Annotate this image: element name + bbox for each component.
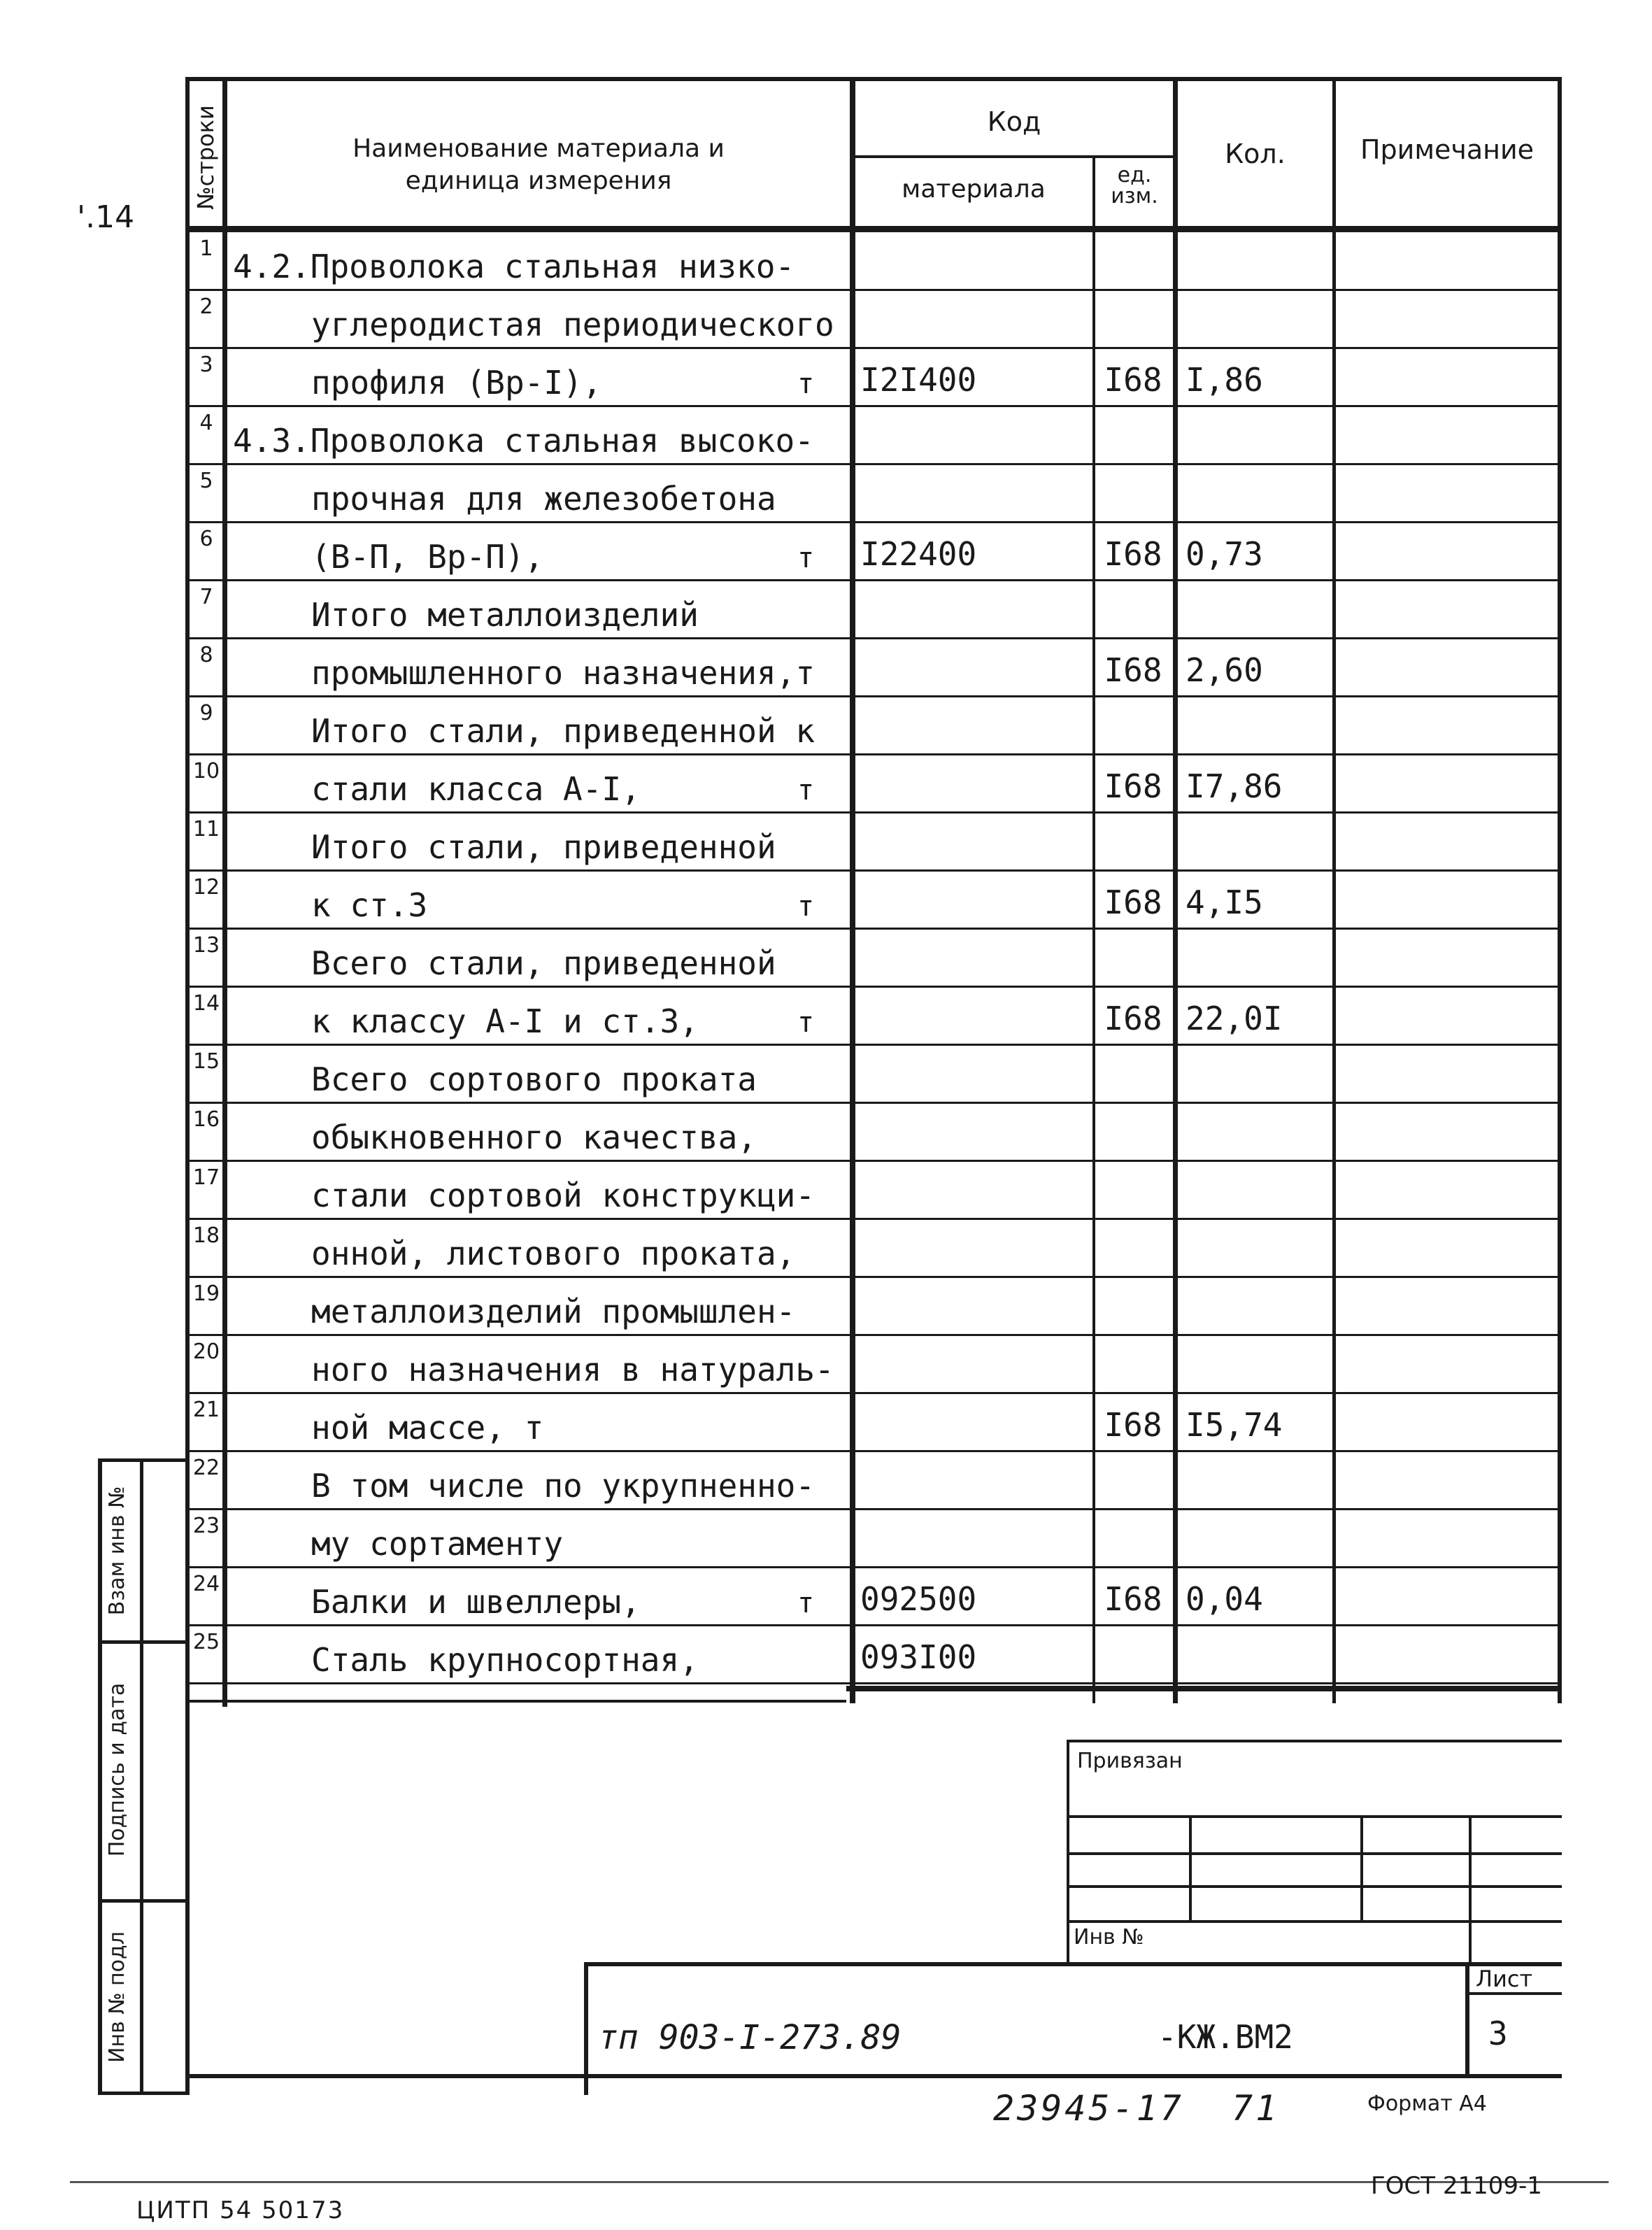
row-number: 19: [192, 1281, 220, 1306]
row-number: 18: [192, 1223, 220, 1248]
quantity: I5,74: [1185, 1406, 1283, 1444]
unit-mark: т: [797, 368, 815, 400]
side-label-vzam: Взам инв №: [105, 1486, 129, 1616]
row-number: 5: [199, 469, 213, 493]
row-number: 11: [192, 817, 220, 841]
row-divider: [185, 928, 1562, 930]
row-divider: [185, 1624, 1562, 1626]
row-divider: [185, 1450, 1562, 1452]
row-number: 15: [192, 1049, 220, 1074]
row-number: 16: [192, 1107, 220, 1132]
unit-code: I68: [1104, 767, 1162, 805]
unit-mark: т: [797, 542, 815, 574]
quantity: 0,73: [1185, 535, 1263, 573]
unit-code: I68: [1104, 651, 1162, 689]
quantity: 2,60: [1185, 651, 1263, 689]
document-suffix: -КЖ.ВМ2: [1158, 2018, 1293, 2056]
material-name: стали сортовой конструкци-: [311, 1177, 816, 1214]
material-name: прочная для железобетона: [311, 480, 776, 518]
material-name: 4.2.Проволока стальная низко-: [233, 248, 795, 285]
row-divider: [185, 463, 1562, 465]
row-number: 3: [199, 353, 213, 377]
row-number: 7: [199, 585, 213, 609]
row-divider: [185, 869, 1562, 872]
material-name: профиля (Вр-I),: [311, 364, 602, 402]
material-code: I2I400: [860, 361, 977, 399]
stamp-inv-no: Инв №: [1074, 1925, 1144, 1950]
row-number: 25: [192, 1630, 220, 1654]
unit-mark: т: [797, 1587, 815, 1619]
row-number: 12: [192, 875, 220, 900]
material-name: Сталь крупносортная,: [311, 1641, 699, 1679]
row-number: 24: [192, 1572, 220, 1596]
unit-code: I68: [1104, 1000, 1162, 1037]
handwritten-number: 23945-17 71: [993, 2088, 1280, 2129]
row-divider: [185, 1508, 1562, 1510]
material-name: металлоизделий промышлен-: [311, 1293, 796, 1330]
material-name: обыкновенного качества,: [311, 1118, 757, 1156]
row-number: 22: [192, 1456, 220, 1480]
row-number: 2: [199, 294, 213, 319]
sheet-number: 3: [1488, 2015, 1508, 2052]
row-divider: [185, 1334, 1562, 1336]
side-label-inv-podl: Инв № подл: [105, 1931, 129, 2063]
header-code: Код: [987, 106, 1041, 137]
row-divider: [185, 1044, 1562, 1046]
quantity: I7,86: [1185, 767, 1283, 805]
row-number: 1: [199, 236, 213, 261]
row-number: 14: [192, 991, 220, 1016]
row-divider: [185, 289, 1562, 291]
header-note: Примечание: [1360, 134, 1534, 165]
row-number: 9: [199, 701, 213, 725]
row-number: 21: [192, 1398, 220, 1422]
row-number: 6: [199, 527, 213, 551]
row-number: 13: [192, 933, 220, 958]
row-number: 10: [192, 759, 220, 783]
header-qty: Кол.: [1225, 139, 1286, 169]
material-name: 4.3.Проволока стальная высоко-: [233, 422, 814, 460]
material-name: Итого стали, приведенной к: [311, 712, 816, 750]
row-divider: [185, 1218, 1562, 1220]
material-name: Всего стали, приведенной: [311, 944, 776, 982]
material-code: I22400: [860, 535, 977, 573]
material-name: ного назначения в натураль-: [311, 1351, 834, 1389]
row-number: 20: [192, 1340, 220, 1364]
unit-mark: т: [797, 890, 815, 923]
header-unit: ед. изм.: [1111, 163, 1158, 208]
header-name: Наименование материала и единица измерения: [353, 134, 725, 195]
unit-code: I68: [1104, 1406, 1162, 1444]
side-label-podpis: Подпись и дата: [105, 1682, 129, 1857]
row-divider: [185, 637, 1562, 639]
row-divider: [185, 1682, 1562, 1684]
side-page-mark: '.14: [77, 199, 135, 235]
row-divider: [185, 811, 1562, 814]
row-divider: [185, 1566, 1562, 1568]
row-divider: [185, 986, 1562, 988]
quantity: 4,I5: [1185, 883, 1263, 921]
row-number: 23: [192, 1514, 220, 1538]
material-name: промышленного назначения,т: [311, 654, 816, 692]
material-name: углеродистая периодического: [311, 306, 834, 343]
row-divider: [185, 1392, 1562, 1394]
row-divider: [185, 1102, 1562, 1104]
row-divider: [185, 521, 1562, 523]
material-name: Балки и швеллеры,: [311, 1583, 641, 1621]
row-number: 17: [192, 1165, 220, 1190]
row-divider: [185, 753, 1562, 755]
footer-left-code: ЦИТП 54 50173: [136, 2196, 345, 2224]
quantity: 22,0I: [1185, 1000, 1283, 1037]
material-name: му сортаменту: [311, 1525, 564, 1563]
material-name: ной массе, т: [311, 1409, 544, 1447]
document-code: тп 903-I-273.89: [598, 2018, 902, 2057]
material-name: к ст.3: [311, 886, 428, 924]
material-name: Итого стали, приведенной: [311, 828, 776, 866]
material-code: 092500: [860, 1580, 977, 1618]
material-name: Итого металлоизделий: [311, 596, 699, 634]
material-name: стали класса А-I,: [311, 770, 641, 808]
footer-gost: ГОСТ 21109-1: [1371, 2172, 1542, 2200]
format-label: Формат А4: [1367, 2091, 1487, 2116]
row-divider: [185, 1160, 1562, 1162]
unit-code: I68: [1104, 883, 1162, 921]
stamp-privyazan: Привязан: [1077, 1749, 1183, 1773]
material-name: В том числе по укрупненно-: [311, 1467, 816, 1505]
sheet-label: Лист: [1476, 1966, 1533, 1992]
row-divider: [185, 695, 1562, 697]
row-divider: [185, 347, 1562, 349]
row-divider: [185, 579, 1562, 581]
unit-code: I68: [1104, 361, 1162, 399]
unit-code: I68: [1104, 1580, 1162, 1618]
header-row-number: №строки: [192, 105, 219, 210]
material-name: онной, листового проката,: [311, 1235, 796, 1272]
row-number: 8: [199, 643, 213, 667]
material-name: к классу А-I и ст.3,: [311, 1002, 699, 1040]
row-number: 4: [199, 411, 213, 435]
unit-mark: т: [797, 1007, 815, 1039]
header-material: материала: [902, 175, 1046, 204]
unit-code: I68: [1104, 535, 1162, 573]
row-divider: [185, 1276, 1562, 1278]
unit-mark: т: [797, 774, 815, 807]
quantity: 0,04: [1185, 1580, 1263, 1618]
material-code: 093I00: [860, 1638, 977, 1676]
row-divider: [185, 405, 1562, 407]
material-name: (В-П, Вр-П),: [311, 538, 544, 576]
quantity: I,86: [1185, 361, 1263, 399]
material-name: Всего сортового проката: [311, 1060, 757, 1098]
